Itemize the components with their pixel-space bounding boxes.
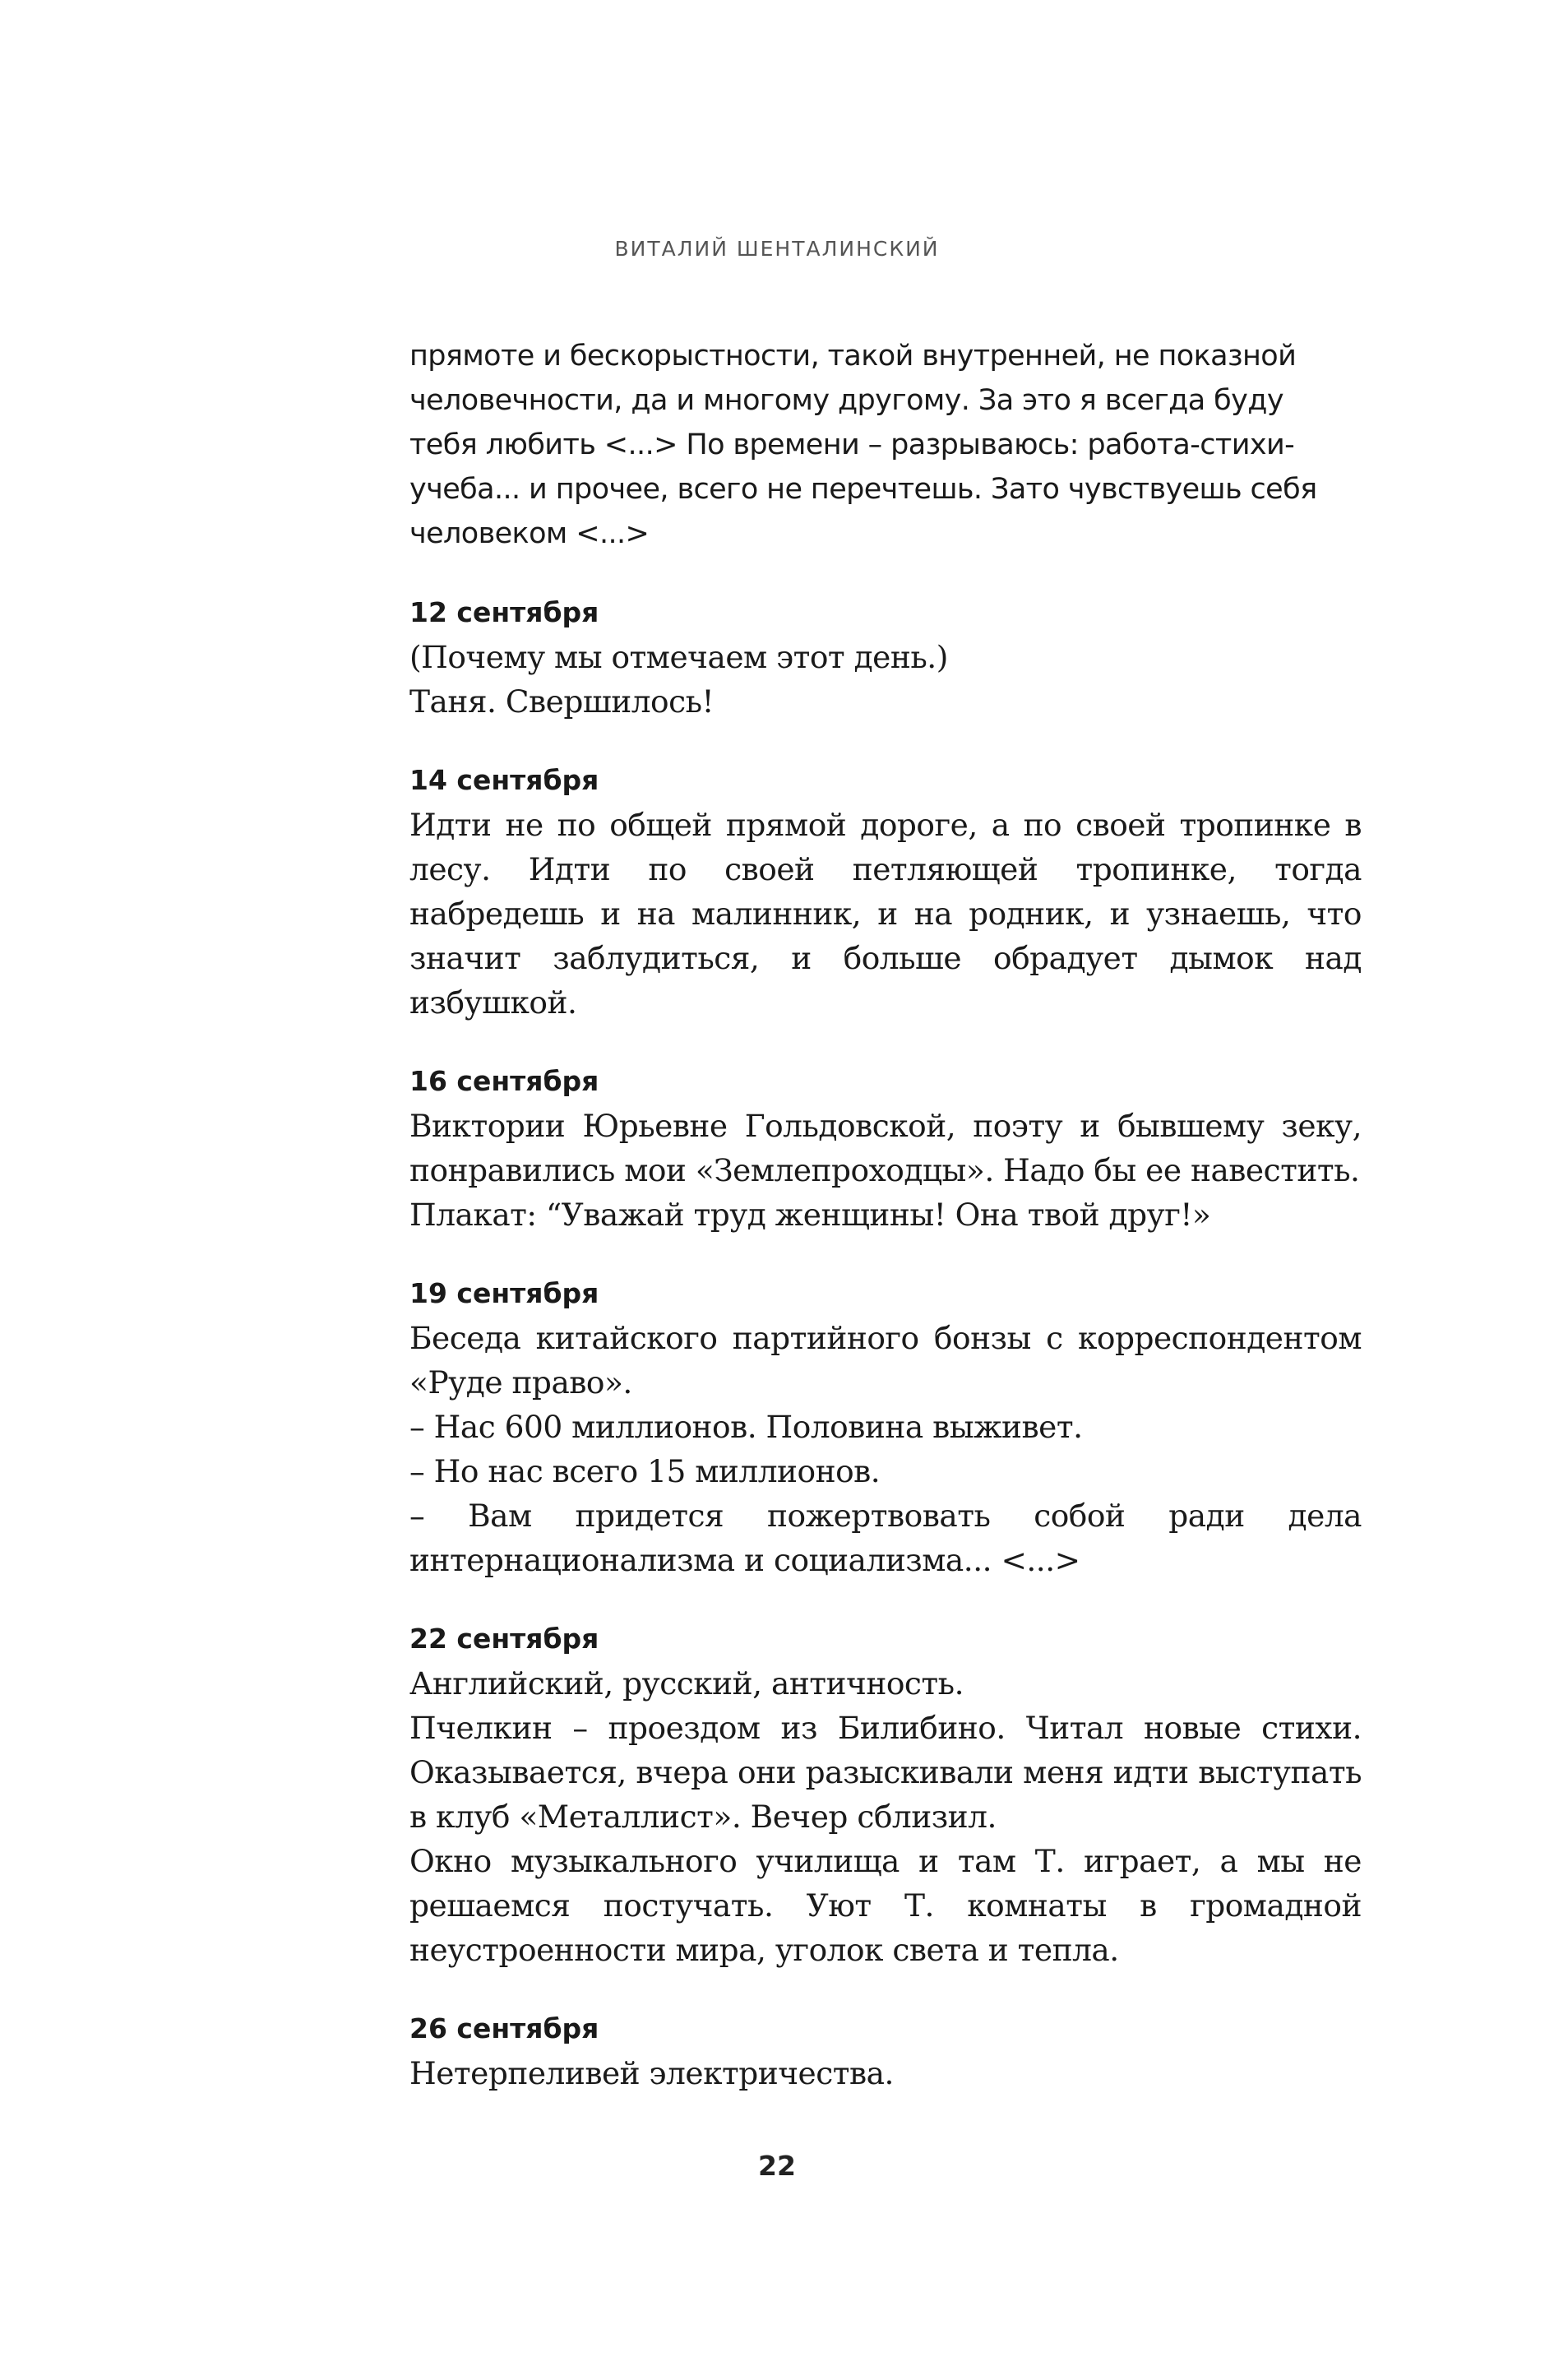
letter-fragment	[409, 334, 1362, 556]
entry-paragraph: Таня. Свершилось!	[409, 683, 715, 720]
entry-paragraph: Плакат: “Уважай труд женщины! Она твой друг!»	[409, 1197, 1211, 1233]
entry-paragraph: (Почему мы отмечаем этот день.)	[409, 639, 948, 675]
letter-line: тебя любить <...> По времени – разрываюсь: работа-стихи-	[409, 428, 1295, 461]
entry-paragraph: Идти не по общей прямой дороге, а по своей тропинке в лесу. Идти по своей петляющей тропинке, тогда набредешь и на малинник, и на родник, и узнаешь, что значит заблудиться, и больше обрадует дымок над избушкой.	[409, 807, 1362, 1021]
diary-entry-22-sep	[409, 1617, 1362, 1972]
entry-date: 26 сентября	[409, 2012, 599, 2044]
entry-paragraph: Нетерпеливей электричества.	[409, 2055, 894, 2091]
entry-paragraph: – Нас 600 миллионов. Половина выживет.	[409, 1409, 1083, 1445]
entry-paragraph: Окно музыкального училища и там Т. играет, а мы не решаемся постучать. Уют Т. комнаты в громадной неустроенности мира, уголок света и тепла.	[409, 1843, 1362, 1968]
diary-entry-16-sep	[409, 1059, 1362, 1237]
entry-paragraph: Беседа китайского партийного бонзы с корреспондентом «Руде право».	[409, 1320, 1362, 1401]
letter-line: человечности, да и многому другому. За это я всегда буду	[409, 384, 1283, 417]
entry-paragraph: Английский, русский, античность.	[409, 1665, 964, 1702]
page-number: 22	[758, 2150, 796, 2182]
diary-entry-12-sep	[409, 590, 1362, 724]
entry-paragraph: – Но нас всего 15 миллионов.	[409, 1453, 881, 1489]
entry-date: 16 сентября	[409, 1065, 599, 1097]
diary-entry-14-sep	[409, 758, 1362, 1025]
entry-date: 14 сентября	[409, 764, 599, 796]
letter-line: прямоте и бескорыстности, такой внутренней, не показной	[409, 340, 1297, 373]
letter-line: учеба... и прочее, всего не перечтешь. Зато чувствуешь себя	[409, 473, 1317, 506]
entry-date: 22 сентября	[409, 1623, 599, 1655]
entry-date: 12 сентября	[409, 596, 599, 628]
entry-paragraph: – Вам придется пожертвовать собой ради дела интернационализма и социализма... <...>	[409, 1498, 1362, 1578]
letter-line: человеком <...>	[409, 517, 650, 550]
entry-date: 19 сентября	[409, 1277, 599, 1309]
running-head: ВИТАЛИЙ ШЕНТАЛИНСКИЙ	[614, 237, 940, 261]
diary-entry-19-sep	[409, 1271, 1362, 1582]
diary-entry-26-sep	[409, 2007, 1362, 2095]
page-body	[409, 334, 1362, 2095]
entry-paragraph: Пчелкин – проездом из Билибино. Читал новые стихи. Оказывается, вчера они разыскивали меня идти выступать в клуб «Металлист». Вечер сблизил.	[409, 1710, 1362, 1835]
entry-paragraph: Виктории Юрьевне Гольдовской, поэту и бывшему зеку, понравились мои «Землепроходцы». Надо бы ее навестить.	[409, 1108, 1362, 1188]
